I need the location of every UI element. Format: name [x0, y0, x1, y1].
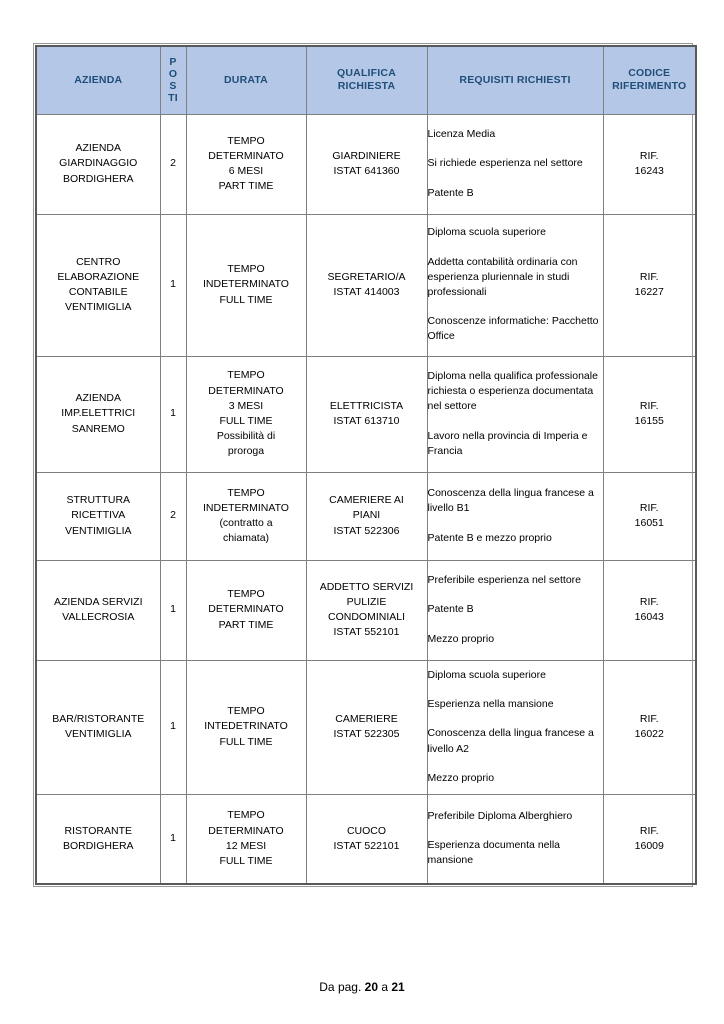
column-header-posti	[160, 46, 186, 114]
cell-durata	[186, 114, 306, 214]
cell-durata-line: PART TIME	[218, 618, 274, 631]
cell-codice-line: RIF.	[639, 270, 659, 283]
column-header-codice	[603, 46, 696, 114]
cell-requisiti-paragraph: Patente B	[427, 186, 474, 199]
table-row	[36, 472, 696, 560]
cell-durata-line: 12 MESI	[225, 839, 267, 852]
cell-posti: 1	[160, 794, 186, 884]
cell-qualifica-line: CUOCO	[346, 824, 387, 837]
cell-azienda	[36, 472, 160, 560]
cell-qualifica-line: ISTAT 522305	[333, 728, 400, 740]
cell-azienda-line: BORDIGHERA	[62, 172, 134, 185]
cell-requisiti-paragraph: Mezzo proprio	[427, 632, 495, 645]
column-header-azienda	[36, 46, 160, 114]
cell-requisiti-paragraph: Patente B e mezzo proprio	[427, 531, 552, 544]
cell-durata-line: TEMPO	[227, 369, 265, 382]
cell-azienda-line: VALLECROSIA	[62, 611, 135, 623]
table-body	[36, 114, 696, 884]
column-header-requisiti-label: REQUISITI RICHIESTI	[459, 73, 571, 86]
cell-durata-line: FULL TIME	[219, 293, 273, 306]
cell-qualifica	[306, 472, 427, 560]
cell-qualifica	[306, 114, 427, 214]
cell-posti: 1	[160, 356, 186, 472]
cell-requisiti	[427, 356, 603, 472]
column-header-azienda-label: AZIENDA	[74, 73, 123, 86]
cell-codice	[603, 214, 696, 356]
cell-qualifica	[306, 214, 427, 356]
cell-durata	[186, 472, 306, 560]
cell-durata-line: INDETERMINATO	[203, 501, 289, 514]
cell-durata-line: DETERMINATO	[208, 149, 284, 162]
cell-requisiti-paragraph: Conoscenze informatiche: Pacchetto Office	[427, 315, 599, 343]
cell-requisiti-paragraph: Patente B	[427, 603, 474, 616]
cell-qualifica	[306, 794, 427, 884]
cell-requisiti-paragraph: Licenza Media	[427, 128, 496, 141]
cell-codice	[603, 114, 696, 214]
cell-durata-line: TEMPO	[227, 809, 265, 822]
column-header-codice-line-2: RIFERIMENTO	[612, 80, 687, 93]
cell-azienda-line: RICETTIVA	[71, 509, 126, 522]
cell-azienda-line: SANREMO	[71, 422, 125, 435]
column-header-durata	[186, 46, 306, 114]
footer-middle: a	[381, 980, 389, 994]
cell-qualifica-line: ELETTRICISTA	[329, 399, 404, 412]
cell-codice	[603, 660, 696, 794]
table-row	[36, 356, 696, 472]
cell-durata-line: INTEDETRINATO	[204, 720, 288, 733]
cell-durata-line: PART TIME	[218, 180, 274, 193]
cell-qualifica-line: ISTAT 522306	[333, 524, 400, 537]
cell-requisiti	[427, 214, 603, 356]
cell-codice-line: RIF.	[639, 824, 659, 837]
table-header	[36, 46, 696, 114]
cell-qualifica-line: CAMERIERE	[335, 712, 398, 725]
cell-qualifica-line: SEGRETARIO/A	[327, 270, 406, 283]
cell-requisiti	[427, 472, 603, 560]
cell-durata-line: TEMPO	[227, 588, 265, 601]
table-row	[36, 560, 696, 660]
cell-azienda	[36, 214, 160, 356]
cell-posti: 2	[160, 472, 186, 560]
table-row	[36, 660, 696, 794]
cell-qualifica-line: ISTAT 414003	[333, 286, 400, 298]
cell-qualifica-line: ISTAT 613710	[333, 415, 400, 427]
cell-durata	[186, 660, 306, 794]
cell-durata-line: TEMPO	[227, 486, 265, 499]
cell-codice-line: 16243	[634, 165, 664, 177]
cell-posti: 1	[160, 560, 186, 660]
cell-codice-line: RIF.	[639, 595, 659, 608]
cell-azienda-line: VENTIMIGLIA	[64, 301, 132, 314]
cell-posti: 2	[160, 114, 186, 214]
cell-durata	[186, 214, 306, 356]
cell-durata-line: FULL TIME	[219, 735, 273, 748]
cell-azienda	[36, 114, 160, 214]
cell-azienda	[36, 794, 160, 884]
cell-durata-line: INDETERMINATO	[203, 278, 289, 291]
cell-azienda	[36, 560, 160, 660]
cell-requisiti-paragraph: Esperienza documenta nella mansione	[427, 839, 561, 867]
footer-from-page: 20	[364, 980, 378, 994]
cell-codice-line: 16227	[634, 286, 664, 298]
column-header-durata-label: DURATA	[224, 73, 268, 86]
cell-requisiti	[427, 794, 603, 884]
column-header-posti-char-3: S	[169, 80, 177, 93]
cell-azienda-line: VENTIMIGLIA	[64, 728, 132, 740]
cell-qualifica-line: CONDOMINIALI	[327, 611, 405, 623]
cell-requisiti-paragraph: Conoscenza della lingua francese a livello B1	[427, 487, 594, 515]
page-footer	[0, 980, 724, 994]
cell-azienda-line: VENTIMIGLIA	[64, 524, 132, 537]
cell-posti: 1	[160, 660, 186, 794]
cell-requisiti-paragraph: Addetta contabilità ordinaria con esperienza pluriennale in studi professionali	[427, 255, 578, 298]
cell-codice-line: 16051	[634, 517, 664, 529]
cell-azienda	[36, 356, 160, 472]
cell-qualifica-line: GIARDINIERE	[332, 149, 401, 162]
column-header-requisiti	[427, 46, 603, 114]
cell-codice	[603, 472, 696, 560]
cell-azienda-line: AZIENDA	[75, 142, 121, 155]
footer-to-page: 21	[391, 980, 405, 994]
cell-requisiti-paragraph: Diploma scuola superiore	[427, 226, 546, 239]
column-header-posti-stack	[161, 56, 186, 104]
table-row	[36, 794, 696, 884]
cell-requisiti-paragraph: Preferibile Diploma Alberghiero	[427, 809, 573, 822]
column-header-qualifica	[306, 46, 427, 114]
cell-durata-line: 6 MESI	[228, 165, 264, 177]
table-header-row	[36, 46, 696, 114]
cell-posti: 1	[160, 214, 186, 356]
column-header-posti-char-2: O	[168, 68, 178, 81]
cell-durata-line: (contratto a	[219, 517, 273, 529]
cell-durata-line: chiamata)	[222, 532, 270, 545]
cell-qualifica	[306, 560, 427, 660]
cell-requisiti	[427, 660, 603, 794]
cell-azienda	[36, 660, 160, 794]
job-listings-table	[35, 45, 697, 885]
cell-durata-line: proroga	[227, 445, 265, 458]
cell-azienda-line: CONTABILE	[68, 286, 128, 298]
cell-azienda-line: ELABORAZIONE	[57, 270, 140, 283]
cell-durata	[186, 794, 306, 884]
footer-prefix: Da pag.	[319, 980, 362, 994]
cell-durata-line: 3 MESI	[228, 399, 264, 412]
cell-requisiti-paragraph: Diploma nella qualifica professionale richiesta o esperienza documentata nel settore	[427, 369, 598, 413]
cell-codice-line: RIF.	[639, 399, 659, 412]
column-header-codice-line-1: CODICE	[628, 67, 671, 80]
cell-durata	[186, 560, 306, 660]
cell-durata-line: DETERMINATO	[208, 384, 284, 397]
cell-azienda-line: BORDIGHERA	[62, 839, 134, 852]
cell-qualifica-line: ISTAT 552101	[333, 626, 400, 639]
cell-codice	[603, 560, 696, 660]
cell-durata-line: TEMPO	[227, 134, 265, 147]
cell-azienda-line: RISTORANTE	[64, 824, 132, 837]
cell-requisiti-paragraph: Lavoro nella provincia di Imperia e Francia	[427, 429, 588, 457]
job-listings-table-container	[33, 43, 693, 887]
cell-codice	[603, 356, 696, 472]
cell-requisiti	[427, 114, 603, 214]
cell-durata-line: DETERMINATO	[208, 603, 284, 616]
cell-qualifica-line: ISTAT 641360	[333, 165, 400, 177]
cell-durata	[186, 356, 306, 472]
cell-durata-line: DETERMINATO	[208, 824, 284, 837]
cell-qualifica	[306, 660, 427, 794]
cell-qualifica-line: ADDETTO SERVIZI	[319, 580, 414, 593]
cell-qualifica-line: CAMERIERE AI	[329, 494, 404, 507]
cell-azienda-line: STRUTTURA	[66, 494, 131, 507]
cell-codice-line: 16155	[634, 415, 664, 427]
cell-codice-line: RIF.	[639, 149, 659, 162]
cell-azienda-line: AZIENDA	[75, 392, 121, 405]
cell-requisiti	[427, 560, 603, 660]
cell-durata-line: Possibilità di	[216, 430, 276, 443]
cell-qualifica-line: PULIZIE	[346, 595, 387, 608]
cell-codice-line: 16009	[634, 839, 664, 852]
cell-requisiti-paragraph: Mezzo proprio	[427, 771, 495, 784]
cell-azienda-line: GIARDINAGGIO	[59, 157, 138, 170]
cell-qualifica-line: PIANI	[352, 509, 381, 522]
cell-codice-line: 16022	[634, 728, 664, 740]
column-header-qualifica-line-1: QUALIFICA	[337, 67, 396, 80]
cell-azienda-line: BAR/RISTORANTE	[52, 712, 145, 725]
cell-codice-line: RIF.	[639, 501, 659, 514]
cell-durata-line: TEMPO	[227, 705, 265, 718]
table-row	[36, 114, 696, 214]
cell-qualifica-line: ISTAT 522101	[333, 839, 400, 852]
cell-requisiti-paragraph: Si richiede esperienza nel settore	[427, 157, 583, 170]
cell-requisiti-paragraph: Esperienza nella mansione	[427, 698, 554, 711]
cell-qualifica	[306, 356, 427, 472]
cell-codice	[603, 794, 696, 884]
cell-codice-line: RIF.	[639, 712, 659, 725]
cell-azienda-line: AZIENDA SERVIZI	[54, 595, 143, 608]
cell-durata-line: FULL TIME	[219, 854, 273, 867]
cell-requisiti-paragraph: Preferibile esperienza nel settore	[427, 574, 582, 587]
cell-requisiti-paragraph: Conoscenza della lingua francese a livello A2	[427, 727, 594, 755]
column-header-posti-char-1: P	[169, 56, 177, 69]
cell-requisiti-paragraph: Diploma scuola superiore	[427, 668, 546, 681]
column-header-posti-char-4: TI	[168, 92, 178, 105]
cell-codice-line: 16043	[634, 611, 664, 623]
cell-durata-line: TEMPO	[227, 263, 265, 276]
column-header-qualifica-line-2: RICHIESTA	[337, 80, 396, 93]
cell-durata-line: FULL TIME	[219, 415, 273, 427]
table-row	[36, 214, 696, 356]
cell-azienda-line: IMP.ELETTRICI	[61, 407, 136, 420]
cell-azienda-line: CENTRO	[76, 255, 121, 268]
